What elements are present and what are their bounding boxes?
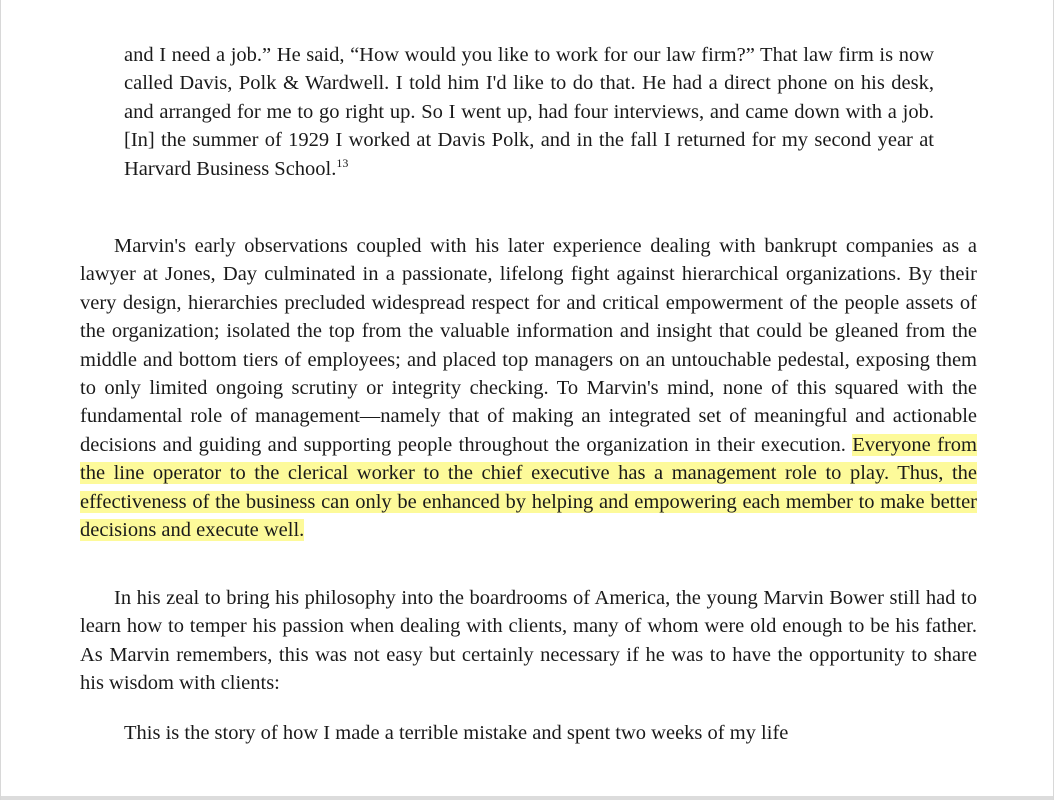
paragraph-2-text: In his zeal to bring his philosophy into the boardrooms of America, the young Marvin Bower still had to learn how to temper his passion when dealing with clients, many of whom were old enough to be his father. As Marvin remembers, this was not easy but certainly necessary if he was to have the opportunity to share his wisdom with clients: (80, 587, 977, 695)
body-paragraph-1 (80, 232, 977, 544)
page-bottom-edge (1, 796, 1053, 800)
block-quote-bottom (124, 719, 934, 747)
body-paragraph-2 (80, 584, 977, 698)
block-quote-bottom-text: This is the story of how I made a terrible mistake and spent two weeks of my life (124, 722, 789, 744)
highlighted-passage[interactable]: Everyone from the line operator to the clerical worker to the chief executive has a management role to play. Thus, the effectiveness of the business can only be enhanced by helping and empowering each member to make better decisions and execute well. (80, 433, 977, 542)
block-quote-top (124, 41, 934, 183)
footnote-reference[interactable]: 13 (336, 155, 349, 170)
block-quote-top-text: and I need a job.” He said, “How would you like to work for our law firm?” That law firm is now called Davis, Polk & Wardwell. I told him I'd like to do that. He had a direct phone on his desk, and arranged for me to go right up. So I went up, had four interviews, and came down with a job. [In] the summer of 1929 I worked at Davis Polk, and in the fall I returned for my second year at Harvard Business School. (124, 44, 934, 180)
paragraph-1-text: Marvin's early observations coupled with his later experience dealing with bankrupt companies as a lawyer at Jones, Day culminated in a passionate, lifelong fight against hierarchical organizations. By their very design, hierarchies precluded widespread respect for and critical empowerment of the people assets of the organization; isolated the top from the valuable information and insight that could be gleaned from the middle and bottom tiers of employees; and placed top managers on an untouchable pedestal, exposing them to only limited ongoing scrutiny or integrity checking. To Marvin's mind, none of this squared with the fundamental role of management—namely that of making an integrated set of meaningful and actionable decisions and guiding and supporting people throughout the organization in their execution. (80, 235, 977, 456)
